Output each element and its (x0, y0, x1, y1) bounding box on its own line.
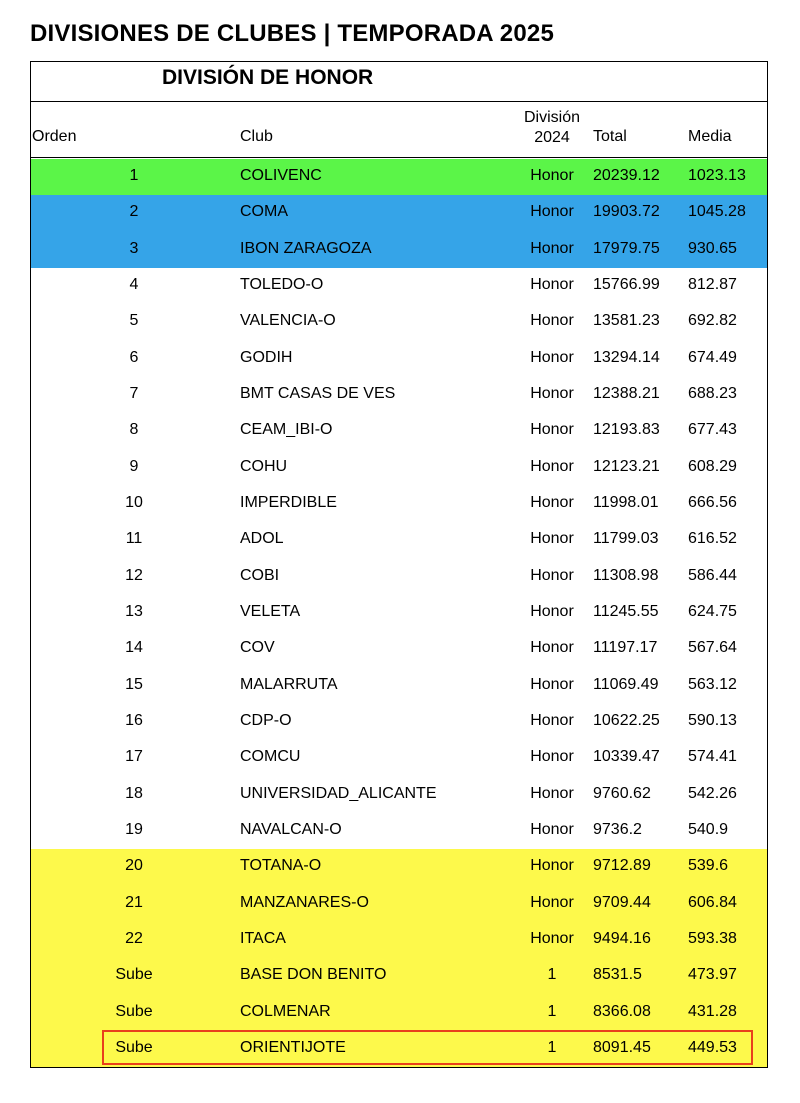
cell-division: Honor (530, 530, 574, 548)
cell-orden: 17 (125, 748, 143, 766)
cell-media: 431.28 (688, 1002, 737, 1020)
page-title: DIVISIONES DE CLUBES | TEMPORADA 2025 (30, 20, 554, 47)
cell-orden: 20 (125, 857, 143, 875)
cell-orden: 21 (125, 893, 143, 911)
cell-orden: 2 (129, 203, 139, 221)
cell-media: 1023.13 (688, 167, 746, 184)
cell-division: Honor (530, 675, 574, 693)
cell-total: 11308.98 (593, 566, 659, 584)
cell-total: 11069.49 (593, 675, 659, 693)
cell-division: Honor (530, 639, 574, 657)
cell-division: Honor (530, 929, 574, 947)
cell-orden: 8 (129, 421, 139, 439)
column-header-division-line2: 2024 (534, 129, 570, 146)
column-header-division-line1: División (523, 109, 580, 126)
cell-division: Honor (530, 203, 574, 221)
table-row (31, 704, 767, 740)
cell-club: MALARRUTA (240, 675, 338, 693)
cell-total: 19903.72 (593, 203, 660, 221)
cell-media: 608.29 (688, 457, 737, 475)
table-row (31, 268, 767, 304)
header-divider-top (31, 101, 767, 102)
cell-orden: 1 (129, 167, 139, 184)
cell-orden: 11 (125, 530, 143, 548)
cell-media: 812.87 (688, 275, 737, 293)
cell-division: Honor (530, 348, 574, 366)
cell-media: 586.44 (688, 566, 737, 584)
cell-club: COLMENAR (240, 1002, 331, 1020)
cell-club: TOTANA-O (240, 857, 322, 875)
cell-orden: 3 (129, 239, 139, 257)
cell-total: 8366.08 (593, 1002, 651, 1020)
table-row (31, 886, 767, 922)
cell-total: 9760.62 (593, 784, 651, 802)
cell-orden: 4 (129, 275, 139, 293)
cell-division: Honor (530, 711, 574, 729)
cell-media: 688.23 (688, 384, 737, 402)
column-header-division (520, 108, 584, 148)
table-row (31, 159, 767, 195)
table-row (31, 486, 767, 522)
cell-orden: Sube (115, 1002, 153, 1020)
cell-club: COHU (240, 457, 288, 475)
cell-orden: 5 (129, 312, 139, 330)
cell-club: ITACA (240, 929, 286, 947)
cell-orden: 12 (125, 566, 143, 584)
cell-division: Honor (530, 857, 574, 875)
cell-division: Honor (530, 312, 574, 330)
cell-orden: Sube (115, 1038, 153, 1056)
cell-media: 616.52 (688, 530, 737, 548)
cell-media: 539.6 (688, 857, 729, 875)
cell-orden: 19 (125, 820, 143, 838)
cell-division: Honor (530, 820, 574, 838)
cell-media: 449.53 (688, 1038, 737, 1056)
cell-club: VALENCIA-O (240, 312, 336, 330)
cell-media: 542.26 (688, 784, 737, 802)
cell-orden: 13 (125, 602, 143, 620)
cell-total: 20239.12 (593, 167, 660, 184)
table-body (31, 159, 767, 1067)
division-title: DIVISIÓN DE HONOR (162, 66, 374, 89)
cell-media: 593.38 (688, 929, 737, 947)
cell-division: 1 (547, 1002, 557, 1020)
header-divider-bottom (31, 157, 767, 158)
cell-division: Honor (530, 893, 574, 911)
cell-total: 12193.83 (593, 421, 660, 439)
table-row (31, 813, 767, 849)
cell-club: BASE DON BENITO (240, 966, 387, 984)
cell-club: MANZANARES-O (240, 893, 369, 911)
cell-division: Honor (530, 602, 574, 620)
cell-orden: 22 (125, 929, 143, 947)
cell-orden: 9 (129, 457, 139, 475)
cell-media: 624.75 (688, 602, 737, 620)
table-row (31, 777, 767, 813)
cell-club: COMA (240, 203, 288, 221)
table-row (31, 668, 767, 704)
table-row (31, 631, 767, 667)
cell-club: COMCU (240, 748, 301, 766)
cell-total: 11245.55 (593, 602, 659, 620)
table-row (31, 522, 767, 558)
cell-total: 11197.17 (593, 639, 658, 657)
cell-division: Honor (530, 748, 574, 766)
cell-total: 17979.75 (593, 239, 660, 257)
cell-total: 9712.89 (593, 857, 651, 875)
cell-media: 540.9 (688, 820, 729, 838)
column-header-media: Media (688, 128, 732, 145)
column-header-total: Total (593, 128, 627, 145)
table-row (31, 595, 767, 631)
cell-media: 666.56 (688, 493, 737, 511)
cell-club: UNIVERSIDAD_ALICANTE (240, 784, 437, 802)
cell-division: Honor (530, 493, 574, 511)
cell-total: 15766.99 (593, 275, 660, 293)
cell-orden: 6 (129, 348, 139, 366)
cell-media: 1045.28 (688, 203, 746, 221)
table-row (31, 995, 767, 1031)
cell-orden: 7 (129, 384, 139, 402)
cell-club: CDP-O (240, 711, 292, 729)
cell-division: Honor (530, 566, 574, 584)
cell-media: 574.41 (688, 748, 737, 766)
cell-club: TOLEDO-O (240, 275, 324, 293)
cell-total: 10622.25 (593, 711, 660, 729)
cell-club: ADOL (240, 530, 284, 548)
cell-media: 606.84 (688, 893, 737, 911)
cell-total: 9494.16 (593, 929, 651, 947)
cell-media: 563.12 (688, 675, 737, 693)
cell-media: 930.65 (688, 239, 737, 257)
cell-club: COLIVENC (240, 167, 322, 184)
cell-total: 9709.44 (593, 893, 651, 911)
column-header-orden: Orden (32, 128, 77, 145)
table-row (31, 195, 767, 231)
table-row (31, 922, 767, 958)
cell-division: Honor (530, 457, 574, 475)
cell-total: 13581.23 (593, 312, 660, 330)
cell-orden: 18 (125, 784, 143, 802)
cell-total: 12388.21 (593, 384, 660, 402)
cell-orden: 10 (125, 493, 143, 511)
cell-division: 1 (547, 1038, 557, 1056)
column-header-club: Club (240, 128, 273, 145)
cell-orden: Sube (115, 966, 153, 984)
cell-club: IBON ZARAGOZA (240, 239, 372, 257)
cell-club: CEAM_IBI-O (240, 421, 333, 439)
cell-division: Honor (530, 421, 574, 439)
cell-division: Honor (530, 384, 574, 402)
cell-total: 12123.21 (593, 457, 660, 475)
cell-club: IMPERDIBLE (240, 493, 337, 511)
table-row (31, 958, 767, 994)
cell-total: 9736.2 (593, 820, 642, 838)
cell-media: 590.13 (688, 711, 737, 729)
cell-club: BMT CASAS DE VES (240, 384, 396, 402)
cell-media: 677.43 (688, 421, 737, 439)
table-row (31, 304, 767, 340)
cell-media: 674.49 (688, 348, 737, 366)
cell-division: Honor (530, 239, 574, 257)
cell-division: 1 (547, 966, 557, 984)
cell-total: 11998.01 (593, 493, 659, 511)
table-row (31, 377, 767, 413)
table-row (31, 559, 767, 595)
table-row (31, 232, 767, 268)
cell-orden: 15 (125, 675, 143, 693)
cell-media: 692.82 (688, 312, 737, 330)
cell-total: 13294.14 (593, 348, 660, 366)
highlight-box (102, 1030, 753, 1065)
cell-club: COBI (240, 566, 280, 584)
cell-orden: 14 (125, 639, 143, 657)
table-row (31, 849, 767, 885)
cell-division: Honor (530, 275, 574, 293)
table-row (31, 450, 767, 486)
cell-division: Honor (530, 167, 574, 184)
cell-total: 11799.03 (593, 530, 659, 548)
table-row (31, 740, 767, 776)
cell-club: ORIENTIJOTE (240, 1038, 346, 1056)
cell-division: Honor (530, 784, 574, 802)
cell-total: 8531.5 (593, 966, 642, 984)
cell-media: 473.97 (688, 966, 737, 984)
cell-club: GODIH (240, 348, 293, 366)
cell-club: NAVALCAN-O (240, 820, 342, 838)
cell-club: COV (240, 639, 275, 657)
cell-total: 10339.47 (593, 748, 660, 766)
table-row (31, 341, 767, 377)
cell-media: 567.64 (688, 639, 737, 657)
table-row (31, 413, 767, 449)
cell-orden: 16 (125, 711, 143, 729)
cell-club: VELETA (240, 602, 301, 620)
cell-total: 8091.45 (593, 1038, 651, 1056)
